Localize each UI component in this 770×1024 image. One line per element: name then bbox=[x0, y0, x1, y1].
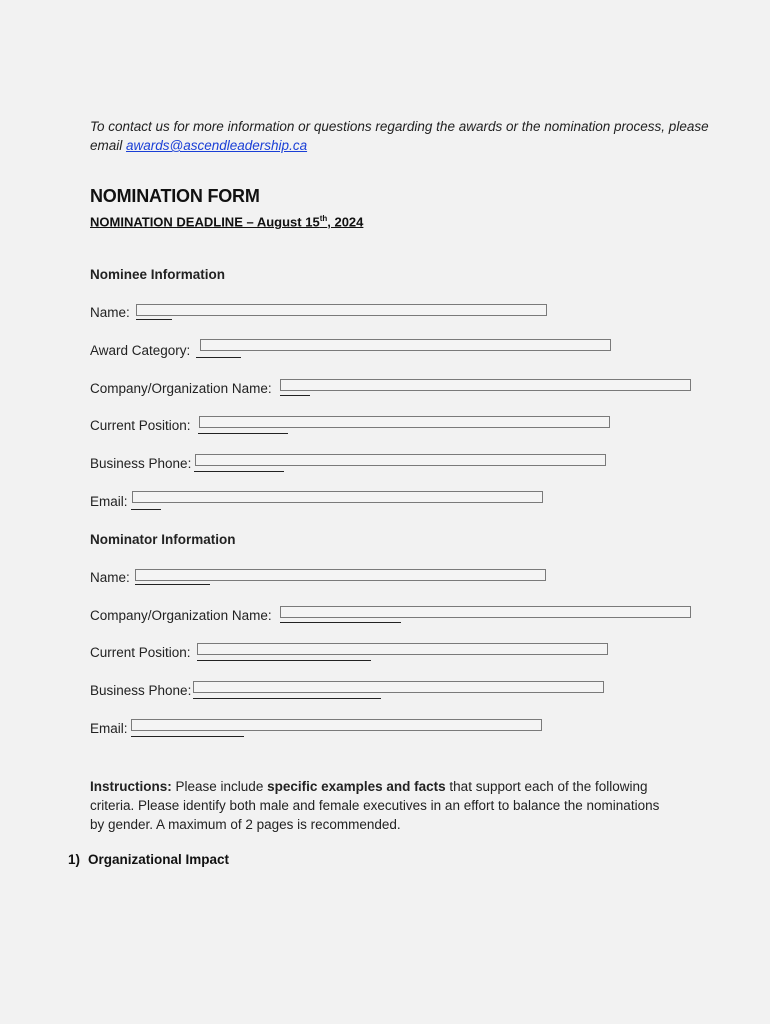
underline bbox=[136, 319, 172, 320]
underline bbox=[135, 584, 210, 585]
nominee-name-label: Name: bbox=[90, 305, 130, 320]
criteria-item bbox=[68, 852, 237, 867]
contact-paragraph bbox=[90, 117, 710, 155]
criteria-label: Organizational Impact bbox=[88, 852, 230, 867]
instructions-bold: specific examples and facts bbox=[267, 779, 446, 794]
underline bbox=[131, 736, 244, 737]
nominee-award-category-label: Award Category: bbox=[90, 343, 191, 358]
criteria-number: 1) bbox=[68, 852, 81, 867]
nominee-position-label: Current Position: bbox=[90, 418, 191, 433]
nominee-company-input[interactable] bbox=[280, 379, 691, 391]
nominator-name-label: Name: bbox=[90, 570, 130, 585]
contact-text: To contact us for more information or questions regarding the awards or the nomination process, please email bbox=[90, 119, 709, 153]
nominee-phone-input[interactable] bbox=[195, 454, 606, 466]
nominee-heading: Nominee Information bbox=[90, 267, 226, 282]
nominator-company-input[interactable] bbox=[280, 606, 691, 618]
underline bbox=[193, 698, 381, 699]
underline bbox=[198, 433, 288, 434]
nominator-phone-input[interactable] bbox=[193, 681, 604, 693]
underline bbox=[197, 660, 371, 661]
nominee-email-input[interactable] bbox=[132, 491, 543, 503]
nominator-company-label: Company/Organization Name: bbox=[90, 608, 272, 623]
nominee-email-label: Email: bbox=[90, 494, 128, 509]
instructions-text1: Please include bbox=[171, 779, 268, 794]
nominee-company-label: Company/Organization Name: bbox=[90, 381, 272, 396]
nominator-heading: Nominator Information bbox=[90, 532, 236, 547]
underline bbox=[194, 471, 284, 472]
nominator-email-label: Email: bbox=[90, 721, 128, 736]
deadline-prefix: NOMINATION DEADLINE – August 15 bbox=[90, 214, 320, 230]
nominator-position-label: Current Position: bbox=[90, 645, 191, 660]
nominator-email-input[interactable] bbox=[131, 719, 542, 731]
nominee-phone-label: Business Phone: bbox=[90, 456, 192, 471]
instructions-label: Instructions: bbox=[90, 779, 172, 794]
deadline-heading bbox=[90, 214, 363, 229]
nominee-position-input[interactable] bbox=[199, 416, 610, 428]
deadline-sup: th bbox=[319, 214, 328, 223]
nominee-award-category-input[interactable] bbox=[200, 339, 611, 351]
instructions-paragraph bbox=[90, 777, 670, 834]
contact-email-link[interactable]: awards@ascendleadership.ca bbox=[126, 138, 308, 153]
nominee-name-input[interactable] bbox=[136, 304, 547, 316]
underline bbox=[196, 357, 241, 358]
nominator-name-input[interactable] bbox=[135, 569, 546, 581]
underline bbox=[280, 622, 401, 623]
instructions-text2: that support each of the following criteria. Please identify both male and female executives in an effort to balance the nominations by gender. A maximum of 2 pages is recommended. bbox=[90, 779, 660, 832]
underline bbox=[131, 509, 161, 510]
deadline-suffix: , 2024 bbox=[327, 214, 364, 230]
nominator-position-input[interactable] bbox=[197, 643, 608, 655]
form-title: NOMINATION FORM bbox=[90, 186, 260, 206]
underline bbox=[280, 395, 310, 396]
nominator-phone-label: Business Phone: bbox=[90, 683, 192, 698]
